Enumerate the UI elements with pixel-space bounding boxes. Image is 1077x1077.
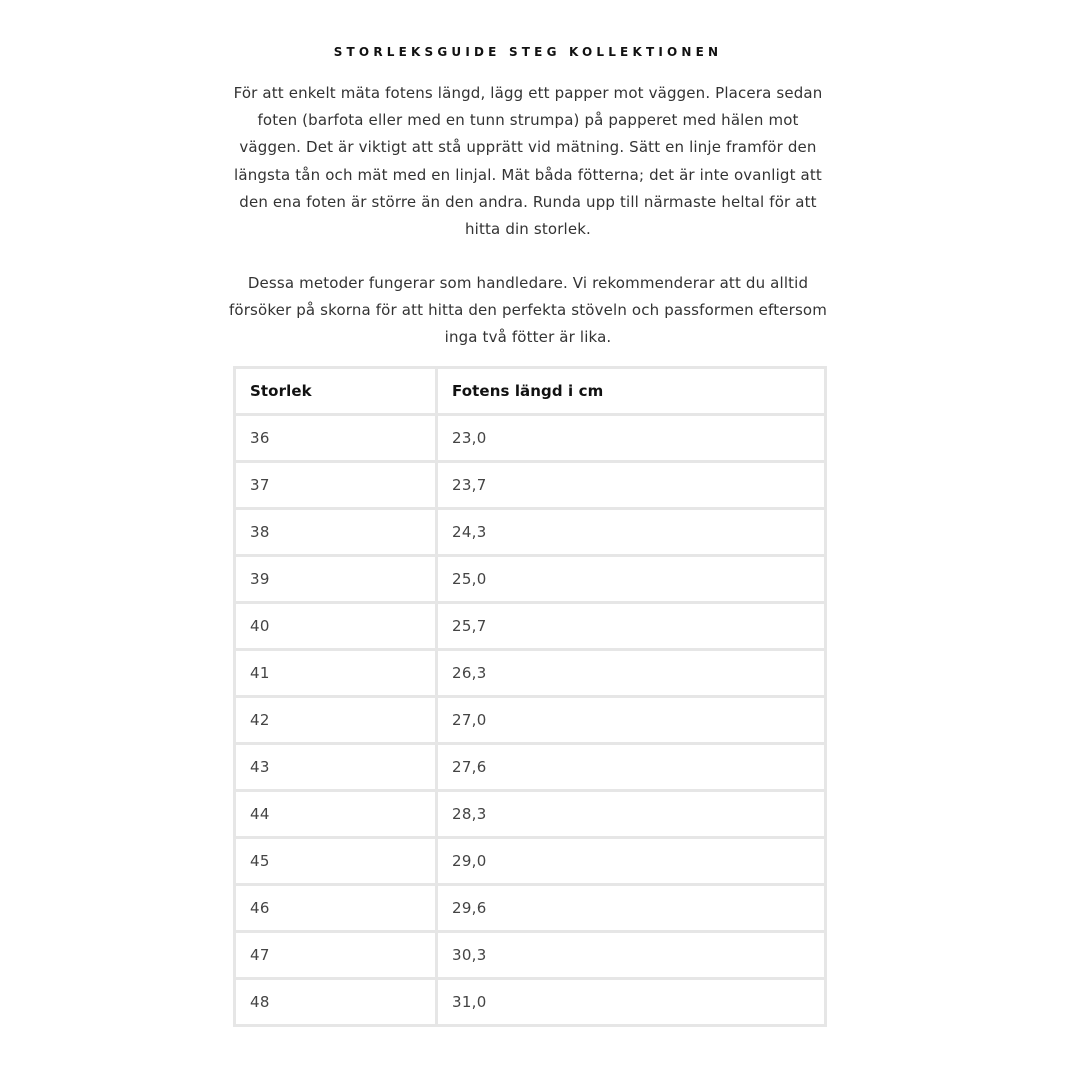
table-row xyxy=(235,791,826,838)
size-cell: 37 xyxy=(235,462,437,509)
size-cell: 40 xyxy=(235,603,437,650)
table-row xyxy=(235,885,826,932)
page-title: STORLEKSGUIDE STEG KOLLEKTIONEN xyxy=(333,45,723,59)
table-header-row xyxy=(235,368,826,415)
table-row xyxy=(235,697,826,744)
foot-length-cell: 30,3 xyxy=(437,932,826,979)
table-row xyxy=(235,744,826,791)
size-cell: 45 xyxy=(235,838,437,885)
size-cell: 39 xyxy=(235,556,437,603)
foot-length-cell: 23,7 xyxy=(437,462,826,509)
table-row xyxy=(235,932,826,979)
size-cell: 43 xyxy=(235,744,437,791)
foot-length-cell: 25,7 xyxy=(437,603,826,650)
table-row xyxy=(235,462,826,509)
foot-length-cell: 27,0 xyxy=(437,697,826,744)
foot-length-cell: 31,0 xyxy=(437,979,826,1026)
foot-length-cell: 25,0 xyxy=(437,556,826,603)
foot-length-cell: 28,3 xyxy=(437,791,826,838)
header-size: Storlek xyxy=(235,368,437,415)
size-table xyxy=(233,366,827,1027)
foot-length-cell: 23,0 xyxy=(437,415,826,462)
size-cell: 42 xyxy=(235,697,437,744)
size-cell: 38 xyxy=(235,509,437,556)
foot-length-cell: 26,3 xyxy=(437,650,826,697)
table-row xyxy=(235,415,826,462)
size-cell: 48 xyxy=(235,979,437,1026)
table-row xyxy=(235,556,826,603)
foot-length-cell: 29,0 xyxy=(437,838,826,885)
size-cell: 47 xyxy=(235,932,437,979)
table-row xyxy=(235,979,826,1026)
table-row xyxy=(235,509,826,556)
header-foot-length: Fotens längd i cm xyxy=(437,368,826,415)
size-cell: 36 xyxy=(235,415,437,462)
table-row xyxy=(235,603,826,650)
measuring-instructions: För att enkelt mäta fotens längd, lägg ett papper mot väggen. Placera sedan foten (barfota eller med en tunn strumpa) på papperet med hälen mot väggen. Det är viktigt att stå upprätt vid mätning. Sätt en linje framför den längsta tån och mät med en linjal. Mät båda fötterna; det är inte ovanligt att den ena foten är större än den andra. Runda upp till närmaste heltal för att hitta din storlek. xyxy=(233,84,823,239)
size-cell: 44 xyxy=(235,791,437,838)
foot-length-cell: 29,6 xyxy=(437,885,826,932)
size-cell: 46 xyxy=(235,885,437,932)
foot-length-cell: 27,6 xyxy=(437,744,826,791)
foot-length-cell: 24,3 xyxy=(437,509,826,556)
table-body xyxy=(235,415,826,1026)
size-cell: 41 xyxy=(235,650,437,697)
fit-disclaimer: Dessa metoder fungerar som handledare. Vi rekommenderar att du alltid försöker på skorna för att hitta den perfekta stöveln och passformen eftersom inga två fötter är lika. xyxy=(228,274,828,347)
table-row xyxy=(235,838,826,885)
table-row xyxy=(235,650,826,697)
